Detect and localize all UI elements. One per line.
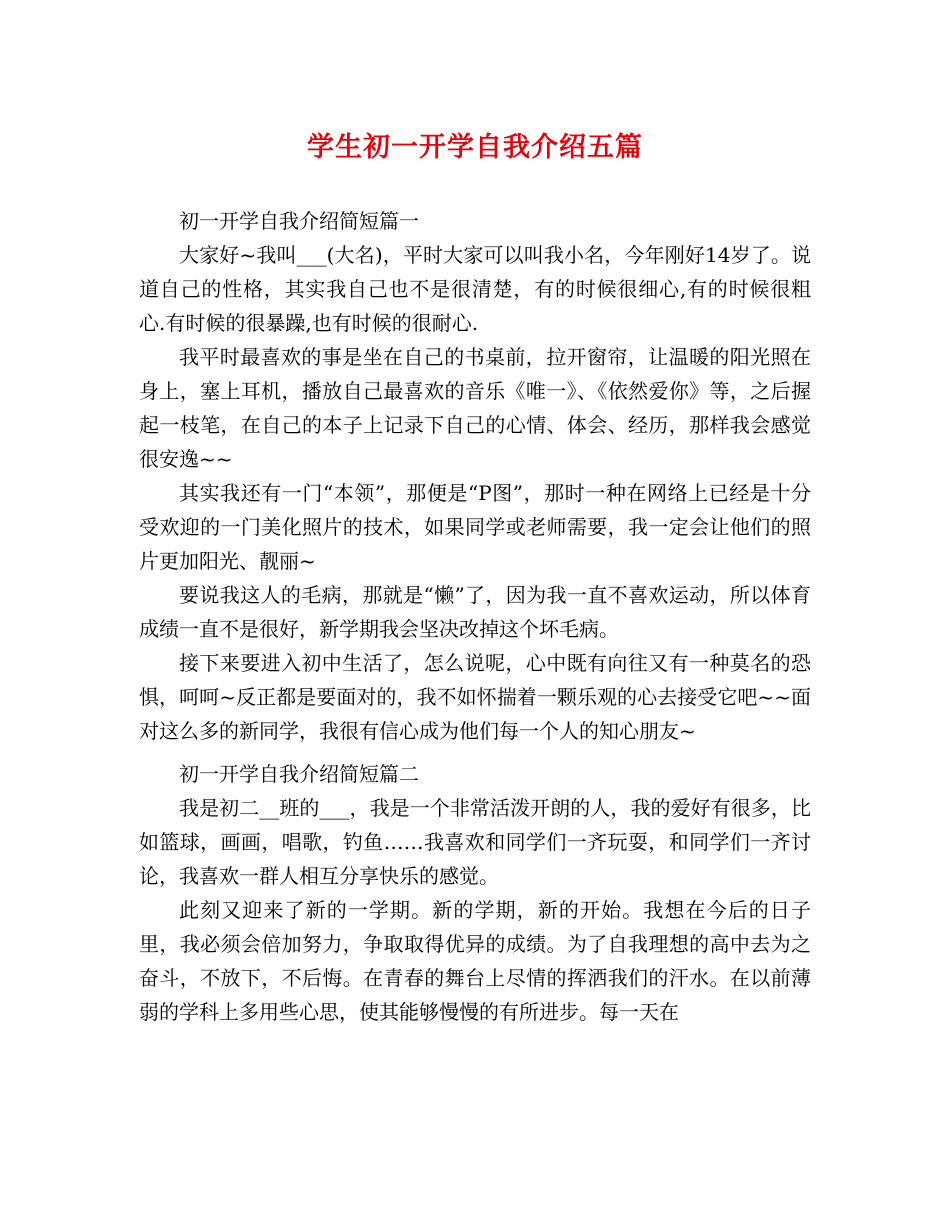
paragraph: 此刻又迎来了新的一学期。新的学期，新的开始。我想在今后的日子里，我必须会倍加努力，争取取得优异的成绩。为了自我理想的高中去为之奋斗，不放下，不后悔。在青春的舞台上尽情的挥洒我们的汗水。在以前薄弱的学科上多用些心思，使其能够慢慢的有所进步。每一天在 [139, 898, 811, 1024]
section-heading-1: 初一开学自我介绍简短篇一 [179, 209, 419, 233]
section-spacer [139, 748, 811, 757]
paragraph: 我平时最喜欢的事是坐在自己的书桌前，拉开窗帘，让温暖的阳光照在身上，塞上耳机，播放自己最喜欢的音乐《唯一》、《依然爱你》等，之后握起一枝笔，在自己的本子上记录下自己的心情、体会、经历，那样我会感觉很安逸~~ [139, 345, 811, 471]
paragraph: 其实我还有一门“本领”，那便是“P图”，那时一种在网络上已经是十分受欢迎的一门美化照片的技术，如果同学或老师需要，我一定会让他们的照片更加阳光、靓丽~ [139, 481, 811, 573]
paragraph: 接下来要进入初中生活了，怎么说呢，心中既有向往又有一种莫名的恐惧，呵呵~反正都是要面对的，我不如怀揣着一颗乐观的心去接受它吧~~面对这么多的新同学，我很有信心成为他们每一个人的知心朋友~ [139, 651, 811, 743]
paragraph: 我是初二__班的___，我是一个非常活泼开朗的人，我的爱好有很多，比如篮球，画画，唱歌，钓鱼……我喜欢和同学们一齐玩耍，和同学们一齐讨论，我喜欢一群人相互分享快乐的感觉。 [139, 796, 811, 888]
paragraph: 大家好~我叫___(大名)，平时大家可以叫我小名，今年刚好14岁了。说道自己的性格，其实我自己也不是很清楚，有的时候很细心,有的时候很粗心.有时候的很暴躁,也有时候的很耐心. [139, 243, 811, 335]
section-heading-2: 初一开学自我介绍简短篇二 [179, 762, 419, 786]
document-body [139, 204, 811, 1029]
paragraph: 要说我这人的毛病，那就是“懒”了，因为我一直不喜欢运动，所以体育成绩一直不是很好，新学期我会坚决改掉这个坏毛病。 [139, 583, 811, 641]
document-title: 学生初一开学自我介绍五篇 [307, 132, 643, 163]
